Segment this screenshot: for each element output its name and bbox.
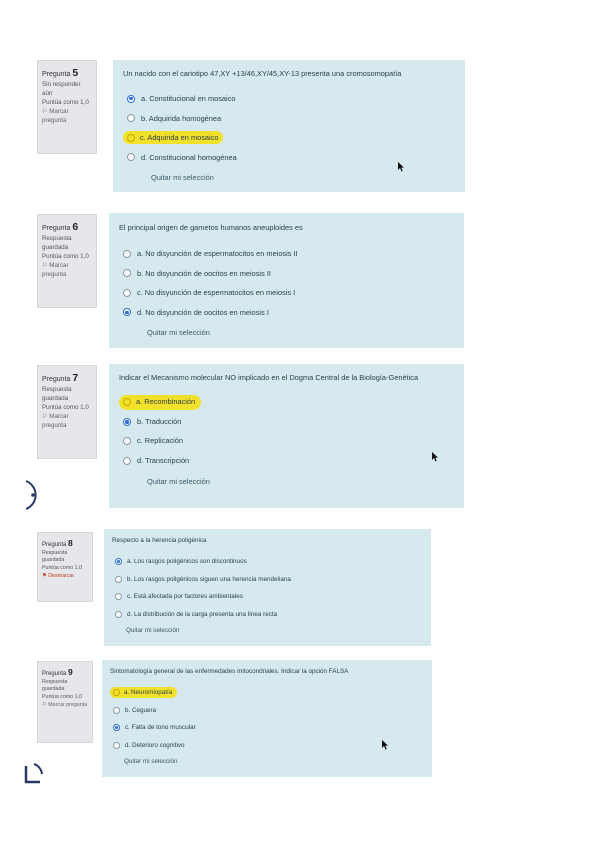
radio-button[interactable] — [123, 457, 131, 465]
answer-option[interactable] — [112, 553, 423, 571]
option-label: c. Adquirida en mosaico — [140, 133, 219, 143]
radio-button[interactable] — [127, 95, 135, 103]
flag-icon: ⚑ — [42, 572, 47, 579]
option-label: c. Falta de tono muscular — [125, 724, 196, 732]
clear-selection-link[interactable]: Quitar mi selección — [147, 328, 210, 337]
answer-option[interactable] — [123, 128, 455, 148]
question-number: Pregunta 5 — [42, 67, 79, 79]
side-nav-icon[interactable] — [24, 478, 46, 517]
question-number: Pregunta 8 — [42, 538, 73, 548]
option-label: a. No disyunción de espermatocitos en meiosis II — [137, 249, 298, 259]
flag-icon: ⚐ — [42, 701, 47, 708]
question-text: El principal origen de gametos humanos aneuploides es — [119, 223, 303, 232]
question-text: Respecto a la herencia poligénica — [112, 537, 207, 544]
option-label: b. Traducción — [137, 416, 182, 426]
option-label: b. Adquirida homogénea — [141, 113, 222, 123]
radio-button[interactable] — [115, 558, 122, 565]
question-info — [37, 365, 97, 459]
option-label: c. Replicación — [137, 436, 184, 446]
radio-button[interactable] — [127, 114, 135, 122]
answer-option[interactable] — [119, 264, 454, 284]
question-info — [37, 532, 93, 602]
radio-button[interactable] — [115, 576, 122, 583]
answer-option[interactable] — [119, 451, 454, 471]
radio-button[interactable] — [113, 742, 120, 749]
question-number: Pregunta 7 — [42, 372, 79, 384]
question-text: Indicar el Mecanismo molecular NO implicado en el Dogma Central de la Biología-Genética — [119, 373, 419, 382]
question-status: Respuesta guardada — [42, 678, 68, 693]
question-content — [104, 529, 431, 646]
question-text: Un nacido con el cariotipo 47,XY +13/46,XY/45,XY-13 presenta una cromosomopatía — [123, 69, 402, 78]
answer-option[interactable] — [119, 432, 454, 452]
answer-option[interactable] — [112, 606, 423, 624]
radio-button[interactable] — [115, 593, 122, 600]
question-points: Puntúa como 1,0 — [42, 565, 83, 572]
option-label: d. La distribución de la carga presenta una línea recta — [127, 610, 278, 618]
question-text: Sintomatología general de las enfermedades mitocondriales. Indicar la opción FALSA — [110, 668, 349, 675]
question-info — [37, 661, 93, 743]
option-label: a. Constitucional en mosaico — [141, 94, 236, 104]
radio-button[interactable] — [127, 134, 135, 142]
radio-button[interactable] — [123, 289, 131, 297]
radio-button[interactable] — [123, 398, 131, 406]
radio-button[interactable] — [123, 269, 131, 277]
clear-selection-link[interactable]: Quitar mi selección — [124, 758, 178, 765]
answer-option[interactable] — [119, 303, 454, 323]
option-label: d. Transcripción — [137, 455, 190, 465]
option-label: b. Los rasgos poligénicos siguen una herencia mendeliana — [127, 575, 291, 583]
answer-option[interactable] — [119, 393, 454, 413]
answer-option[interactable] — [112, 571, 423, 589]
question-status: Respuesta guardada — [42, 235, 72, 252]
option-label: a. Recombinación — [136, 397, 196, 407]
question-status: Respuesta guardada — [42, 386, 72, 403]
answer-option[interactable] — [110, 684, 424, 702]
question-number: Pregunta 6 — [42, 221, 79, 233]
answer-option[interactable] — [119, 412, 454, 432]
option-label: c. Está afectada por factores ambientales — [127, 593, 243, 601]
flag-icon: ⚐ — [42, 262, 48, 270]
radio-button[interactable] — [123, 250, 131, 258]
clear-selection-link[interactable]: Quitar mi selección — [147, 476, 210, 486]
question-points: Puntúa como 1,0 — [42, 99, 89, 107]
radio-button[interactable] — [115, 611, 122, 618]
radio-button[interactable] — [127, 153, 135, 161]
question-content — [109, 213, 464, 348]
question-points: Puntúa como 1,0 — [42, 404, 89, 412]
radio-button[interactable] — [113, 707, 120, 714]
option-label: d. Constitucional homogénea — [141, 152, 237, 162]
radio-button[interactable] — [113, 724, 120, 731]
option-label: d. No disyunción de oocitos en meiosis I — [137, 307, 269, 317]
clear-selection-link[interactable]: Quitar mi selección — [126, 627, 180, 634]
question-content — [109, 364, 464, 508]
question-status: Respuesta guardada — [42, 549, 68, 564]
flag-icon: ⚐ — [42, 413, 48, 421]
answer-option[interactable] — [110, 737, 424, 755]
option-label: a. Neuromiopatía — [124, 689, 173, 697]
option-label: d. Deterioro cognitivo — [125, 741, 185, 749]
answer-option[interactable] — [123, 109, 455, 129]
option-label: a. Los rasgos poligénicos son discontinuos — [127, 558, 247, 566]
radio-button[interactable] — [123, 418, 131, 426]
question-info — [37, 60, 97, 154]
question-content — [102, 660, 432, 777]
answer-option[interactable] — [119, 283, 454, 303]
flag-question-link[interactable]: ⚐ Marcar pregunta — [42, 108, 69, 125]
option-label: b. No disyunción de oocitos en meiosis II — [137, 268, 271, 278]
question-status: Sin responder aún — [42, 81, 81, 98]
answer-option[interactable] — [112, 588, 423, 606]
answer-option[interactable] — [119, 244, 454, 264]
option-label: b. Ceguera — [125, 706, 157, 714]
side-nav-icon[interactable] — [22, 762, 46, 793]
flag-question-link[interactable]: ⚐ Marcar pregunta — [42, 701, 88, 708]
question-content — [113, 60, 465, 192]
flag-question-link[interactable]: ⚐ Marcar pregunta — [42, 413, 69, 430]
answer-option[interactable] — [110, 719, 424, 737]
clear-selection-link[interactable]: Quitar mi selección — [151, 173, 214, 182]
flag-question-link[interactable]: ⚐ Marcar pregunta — [42, 262, 69, 279]
answer-option[interactable] — [123, 89, 455, 109]
question-points: Puntúa como 1,0 — [42, 253, 89, 261]
unflag-question-link[interactable]: ⚑ Desmarcar — [42, 572, 75, 579]
option-label: c. No disyunción de espermatocitos en meiosis I — [137, 288, 296, 298]
radio-button[interactable] — [123, 437, 131, 445]
question-number: Pregunta 9 — [42, 667, 73, 677]
answer-option[interactable] — [110, 702, 424, 720]
radio-button[interactable] — [113, 689, 120, 696]
flag-icon: ⚐ — [42, 108, 48, 116]
radio-button[interactable] — [123, 308, 131, 316]
answer-option[interactable] — [123, 148, 455, 168]
question-points: Puntúa como 1,0 — [42, 694, 83, 701]
question-info — [37, 214, 97, 308]
